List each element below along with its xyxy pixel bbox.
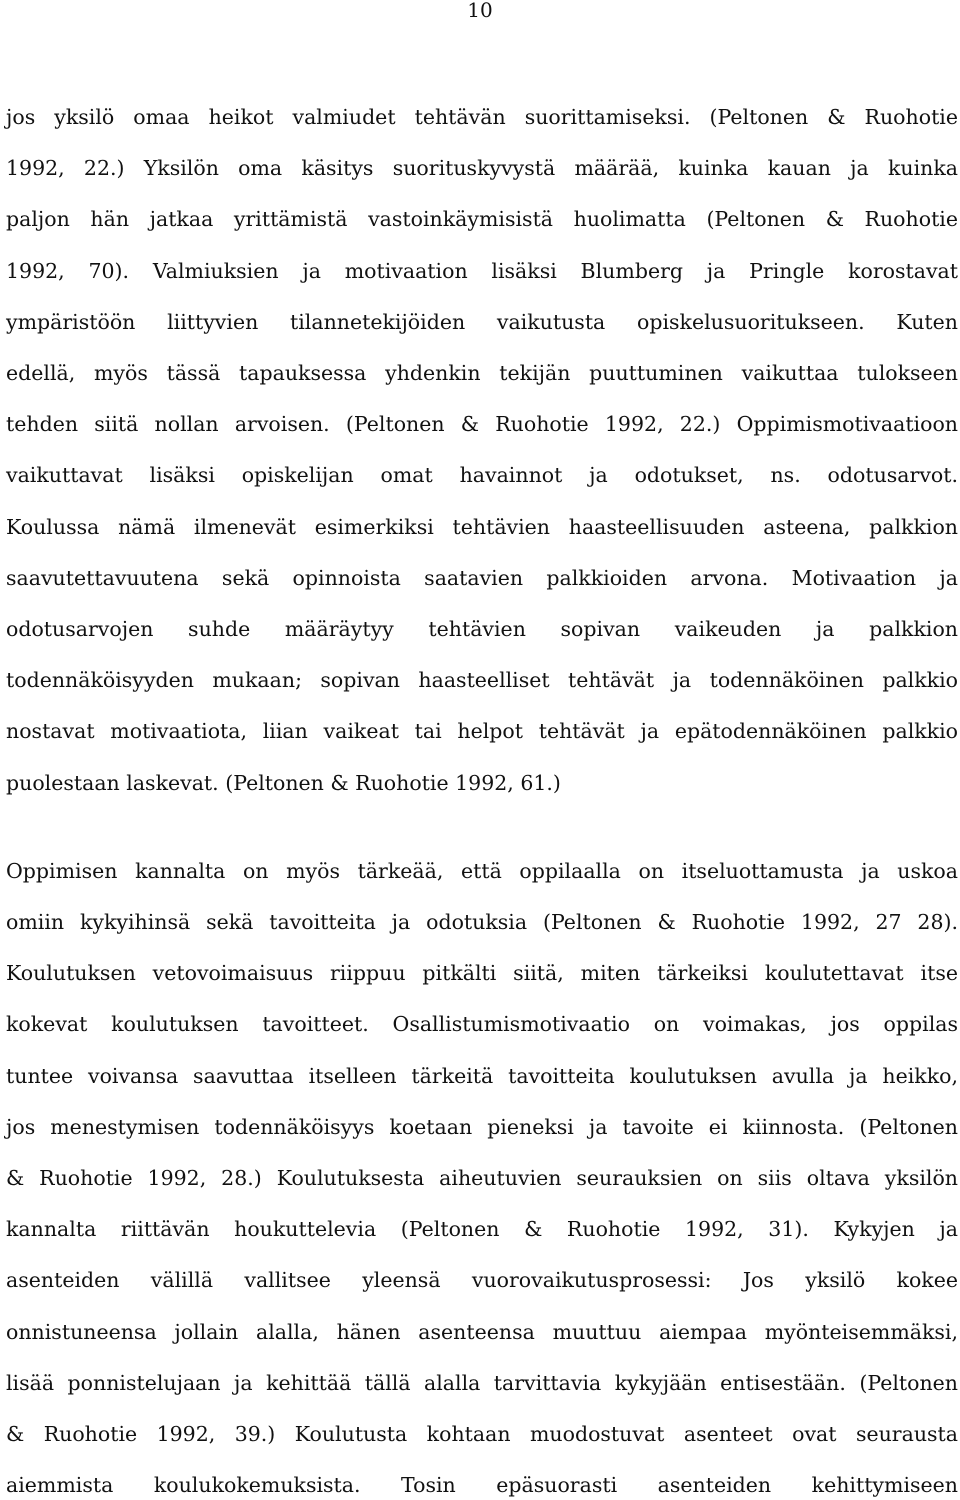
text-line: asenteiden välillä vallitsee yleensä vuorovaikutusprosessi: Jos yksilö kokee bbox=[6, 1268, 958, 1293]
text-line: jos menestymisen todennäköisyys koetaan pieneksi ja tavoite ei kiinnosta. (Peltonen bbox=[6, 1114, 958, 1139]
text-line: saavutettavuutena sekä opinnoista saatavien palkkioiden arvona. Motivaation ja bbox=[6, 565, 958, 590]
text-line: kannalta riittävän houkuttelevia (Peltonen & Ruohotie 1992, 31). Kykyjen ja bbox=[6, 1217, 958, 1242]
text-line: edellä, myös tässä tapauksessa yhdenkin tekijän puuttuminen vaikuttaa tulokseen bbox=[6, 361, 958, 385]
text-line: 1992, 70). Valmiuksien ja motivaation lisäksi Blumberg ja Pringle korostavat bbox=[6, 258, 958, 283]
page-number: 10 bbox=[467, 0, 493, 22]
text-line: tuntee voivansa saavuttaa itselleen tärkeitä tavoitteita koulutuksen avulla ja heikko, bbox=[6, 1063, 958, 1088]
text-line: tehden siitä nollan arvoisen. (Peltonen & Ruohotie 1992, 22.) Oppimismotivaatioon bbox=[6, 412, 958, 437]
text-line: puolestaan laskevat. (Peltonen & Ruohotie 1992, 61.) bbox=[6, 770, 561, 795]
text-line: lisää ponnistelujaan ja kehittää tällä alalla tarvittavia kykyjään entisestään. (Peltonen bbox=[6, 1370, 958, 1395]
text-line: kokevat koulutuksen tavoitteet. Osallistumismotivaatio on voimakas, jos oppilas bbox=[6, 1012, 958, 1037]
text-line: Oppimisen kannalta on myös tärkeää, että oppilaalla on itseluottamusta ja uskoa bbox=[6, 858, 958, 883]
text-line: paljon hän jatkaa yrittämistä vastoinkäymisistä huolimatta (Peltonen & Ruohotie bbox=[6, 207, 958, 232]
text-line: vaikuttavat lisäksi opiskelijan omat havainnot ja odotukset, ns. odotusarvot. bbox=[6, 463, 958, 488]
text-line: jos yksilö omaa heikot valmiudet tehtävän suorittamiseksi. (Peltonen & Ruohotie bbox=[6, 105, 958, 129]
text-line: & Ruohotie 1992, 39.) Koulutusta kohtaan muodostuvat asenteet ovat seurausta bbox=[6, 1422, 958, 1446]
text-line: Koulutuksen vetovoimaisuus riippuu pitkälti siitä, miten tärkeiksi koulutettavat itse bbox=[6, 961, 958, 986]
text-line: Koulussa nämä ilmenevät esimerkiksi tehtävien haasteellisuuden asteena, palkkion bbox=[6, 514, 958, 539]
text-line: todennäköisyyden mukaan; sopivan haasteelliset tehtävät ja todennäköinen palkkio bbox=[6, 668, 958, 693]
text-line: ympäristöön liittyvien tilannetekijöiden vaikutusta opiskelusuoritukseen. Kuten bbox=[6, 309, 958, 334]
text-line: nostavat motivaatiota, liian vaikeat tai helpot tehtävät ja epätodennäköinen palkkio bbox=[6, 719, 958, 744]
text-line: & Ruohotie 1992, 28.) Koulutuksesta aiheutuvien seurauksien on siis oltava yksilön bbox=[6, 1166, 958, 1190]
text-line: 1992, 22.) Yksilön oma käsitys suorituskyvystä määrää, kuinka kauan ja kuinka bbox=[6, 156, 958, 181]
text-line: aiemmista koulukokemuksista. Tosin epäsuorasti asenteiden kehittymiseen bbox=[6, 1473, 958, 1498]
text-line: omiin kykyihinsä sekä tavoitteita ja odotuksia (Peltonen & Ruohotie 1992, 27 28). bbox=[6, 910, 958, 934]
text-line: onnistuneensa jollain alalla, hänen asenteensa muuttuu aiempaa myönteisemmäksi, bbox=[6, 1319, 958, 1344]
text-line: odotusarvojen suhde määräytyy tehtävien sopivan vaikeuden ja palkkion bbox=[6, 617, 958, 641]
